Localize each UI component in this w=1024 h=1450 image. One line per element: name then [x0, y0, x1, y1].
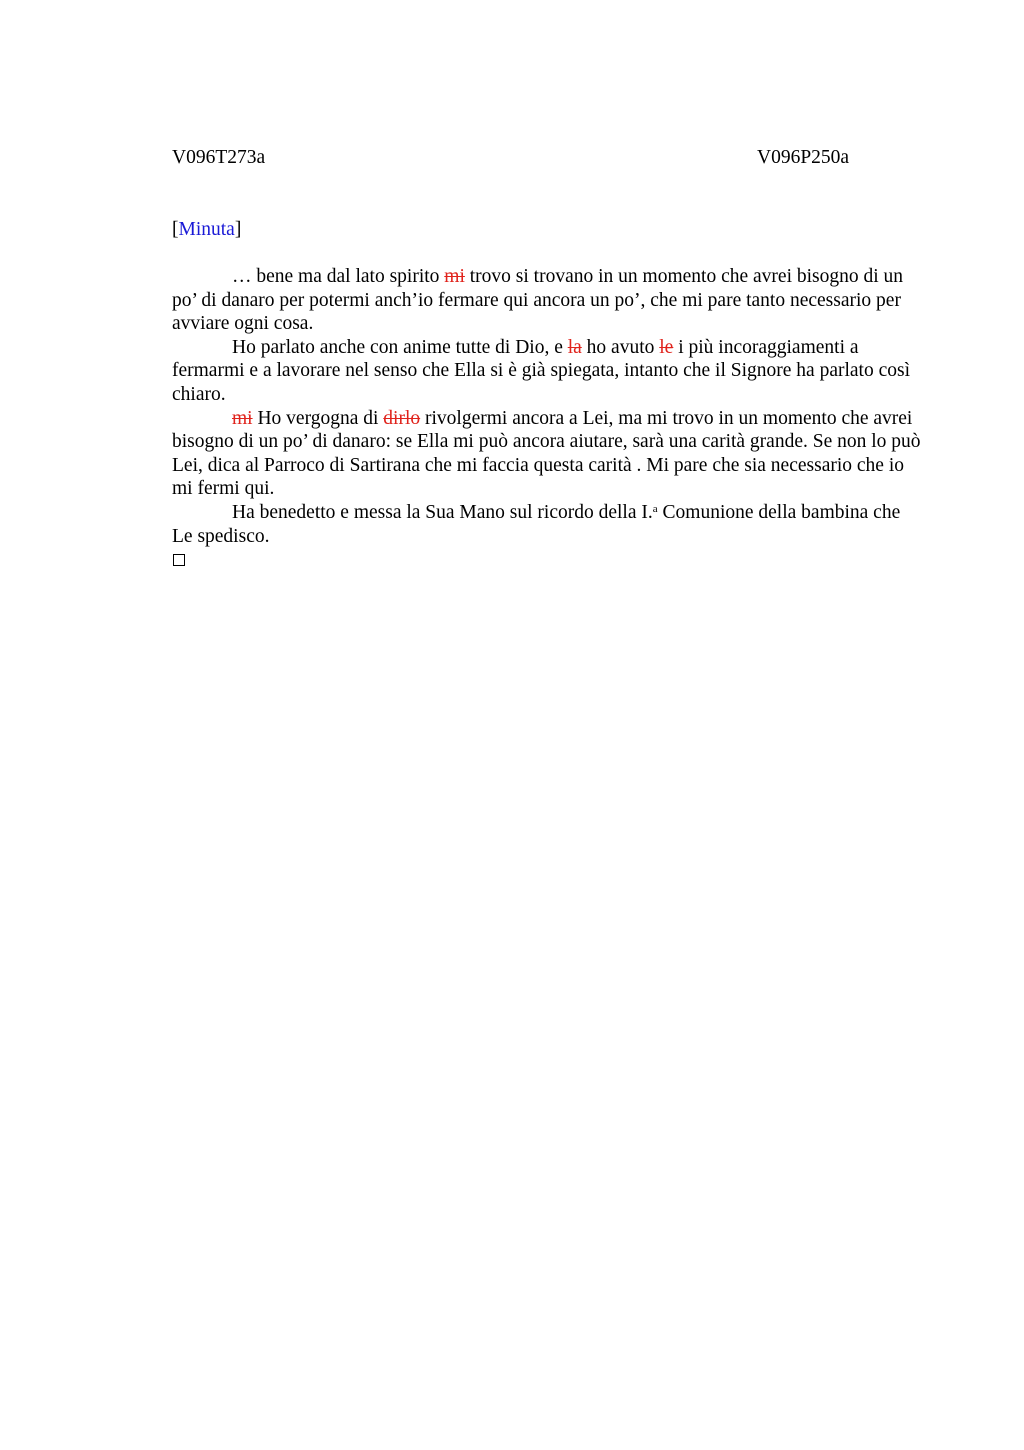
document-code-left: V096T273a: [172, 147, 266, 168]
text-run: … bene ma dal lato spirito: [232, 266, 445, 287]
paragraph-1: [172, 265, 922, 336]
paragraph-2: [172, 336, 922, 407]
section-heading: [172, 218, 241, 242]
deleted-word: le: [659, 336, 674, 358]
heading-close-bracket: ]: [234, 219, 242, 240]
heading-open-bracket: [: [172, 219, 179, 240]
text-run: Ho parlato anche con anime tutte di Dio, e: [232, 336, 568, 358]
deleted-word: la: [567, 336, 582, 358]
text-run: i più incoraggiamenti a fermarmi e a lavorare nel senso che Ella si è già spiegata, intanto che il Signore ha parlato così chiaro.: [172, 336, 911, 405]
end-marker-box: [173, 554, 185, 566]
deleted-word: mi: [444, 266, 465, 287]
paragraph-3: [172, 407, 922, 501]
deleted-word: dirlo: [383, 407, 421, 429]
heading-label: Minuta: [178, 219, 235, 240]
paragraph-4: [172, 501, 922, 548]
text-run: Ha benedetto e messa la Sua Mano sul ricordo della I.: [232, 501, 653, 523]
document-code-right: V096P250a: [757, 147, 850, 168]
superscript: a: [652, 502, 658, 515]
letter-body: [172, 265, 922, 548]
text-run: Ho vergogna di: [252, 407, 384, 429]
text-run: Comunione della bambina che Le spedisco.: [172, 501, 901, 547]
text-run: trovo si trovano in un momento che avrei bisogno di un po’ di danaro per potermi anch’io fermare qui ancora un po’, che mi pare tanto necessario per avviare ogni cosa.: [172, 266, 904, 335]
deleted-word: mi: [232, 407, 253, 429]
text-run: ho avuto: [581, 336, 660, 358]
text-run: rivolgermi ancora a Lei, ma mi trovo in un momento che avrei bisogno di un po’ di danaro: se Ella mi può ancora aiutare, sarà una carità grande. Se non lo può Lei, dica al Parroco di Sartirana che mi faccia questa carità . Mi pare che sia necessario che io mi fermi qui.: [172, 407, 921, 500]
